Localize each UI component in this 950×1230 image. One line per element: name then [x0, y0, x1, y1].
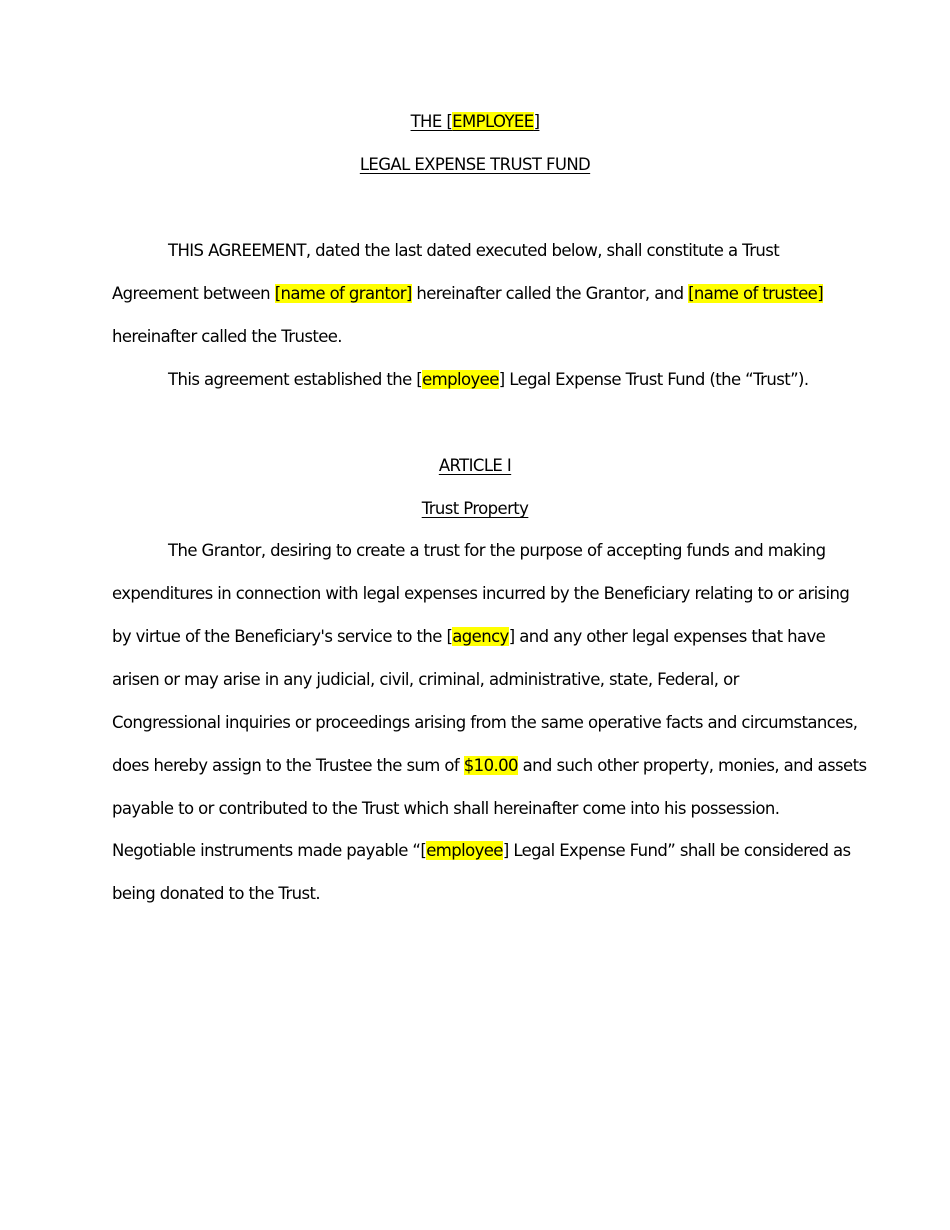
article-line-6 [112, 755, 867, 777]
subtitle-text: LEGAL EXPENSE TRUST FUND [359, 155, 591, 174]
preamble-line-1: THIS AGREEMENT, dated the last dated executed below, shall constitute a Trust [168, 241, 780, 260]
preamble-text: Agreement between [112, 284, 275, 303]
grantor-placeholder: [name of grantor] [274, 284, 412, 303]
title-prefix: THE [ [410, 112, 453, 131]
employee-placeholder: employee [422, 370, 499, 389]
employee-placeholder: employee [426, 841, 503, 860]
article-line-2: expenditures in connection with legal expenses incurred by the Beneficiary relating to or arising [112, 584, 850, 603]
trustee-placeholder: [name of trustee] [688, 284, 824, 303]
preamble-text: This agreement established the [ [168, 370, 423, 389]
employee-placeholder: EMPLOYEE [452, 112, 534, 131]
article-text: by virtue of the Beneficiary's service to the [ [112, 627, 453, 646]
article-heading-text: ARTICLE I [438, 456, 512, 475]
preamble-text: hereinafter called the Grantor, and [411, 284, 689, 303]
preamble-paragraph-2 [168, 369, 894, 391]
article-text: does hereby assign to the Trustee the sum of [112, 756, 464, 775]
article-subheading [0, 498, 950, 520]
preamble-line-3: hereinafter called the Trustee. [112, 327, 342, 346]
preamble-line-2 [112, 283, 838, 305]
amount-placeholder: $10.00 [463, 756, 518, 775]
article-line-3 [112, 626, 838, 648]
title-suffix: ] [533, 112, 540, 131]
article-line-8 [112, 840, 851, 862]
article-heading [0, 455, 950, 477]
article-line-4: arisen or may arise in any judicial, civil, criminal, administrative, state, Federal, or [112, 670, 739, 689]
article-line-5: Congressional inquiries or proceedings arising from the same operative facts and circumstances, [112, 713, 858, 732]
article-line-9: being donated to the Trust. [112, 884, 321, 903]
article-text: ] Legal Expense Fund” shall be considered as [502, 841, 851, 860]
article-text: and such other property, monies, and assets [517, 756, 867, 775]
article-line-1: The Grantor, desiring to create a trust for the purpose of accepting funds and making [168, 541, 826, 560]
agency-placeholder: agency [452, 627, 509, 646]
article-line-7: payable to or contributed to the Trust which shall hereinafter come into his possession. [112, 799, 780, 818]
article-subheading-text: Trust Property [421, 499, 529, 518]
title-line-1 [411, 112, 540, 131]
article-text: Negotiable instruments made payable “[ [112, 841, 427, 860]
article-text: ] and any other legal expenses that have [508, 627, 826, 646]
document-subtitle [0, 154, 950, 176]
preamble-text: ] Legal Expense Trust Fund (the “Trust”). [498, 370, 809, 389]
document-title [0, 111, 950, 133]
